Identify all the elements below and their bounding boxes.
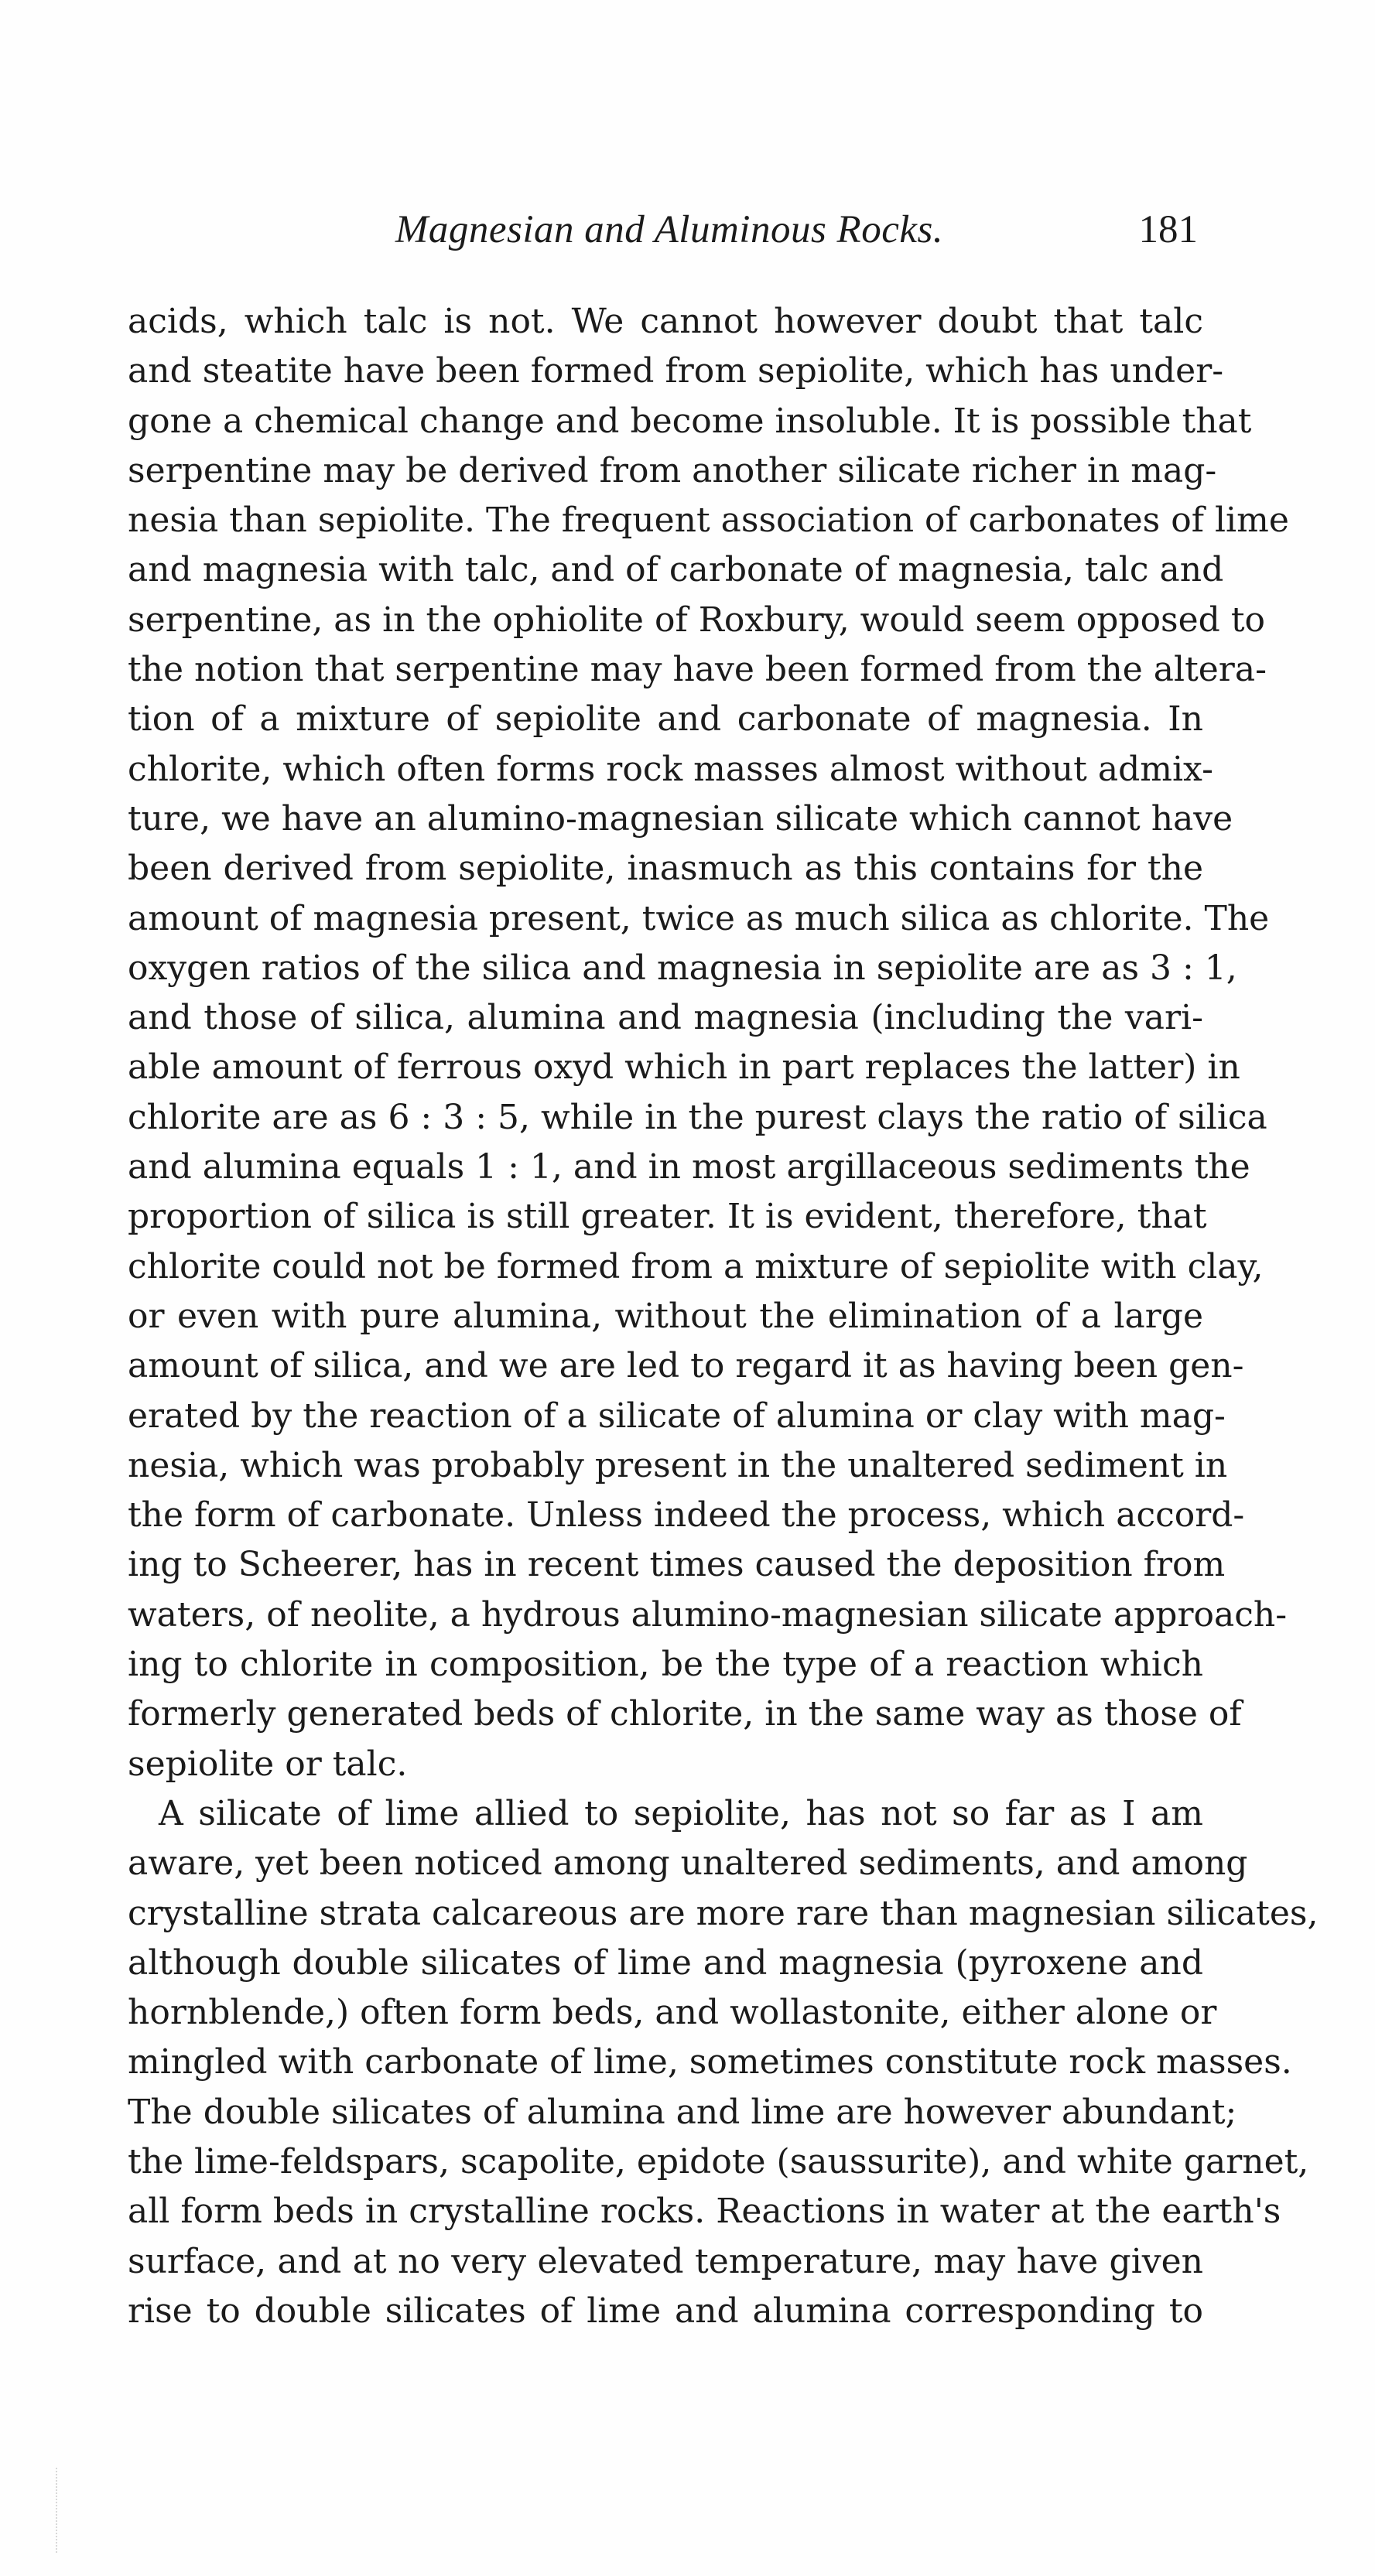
- text-line: the notion that serpentine may have been formed from the altera-: [128, 650, 1267, 690]
- text-line: chlorite, which often forms rock masses almost without admix-: [128, 749, 1213, 789]
- text-line: or even with pure alumina, without the elimination of a large: [128, 1296, 1203, 1336]
- text-line: been derived from sepiolite, inasmuch as this contains for the: [128, 849, 1203, 889]
- text-line: and magnesia with talc, and of carbonate of magnesia, talc and: [128, 550, 1224, 590]
- text-line: The double silicates of alumina and lime are however abundant;: [128, 2092, 1237, 2132]
- text-line: crystalline strata calcareous are more rare than magnesian silicates,: [128, 1893, 1319, 1933]
- text-line: nesia than sepiolite. The frequent association of carbonates of lime: [128, 501, 1289, 541]
- paragraph-2: [128, 1789, 1319, 2336]
- text-line: the lime-feldspars, scapolite, epidote (saussurite), and white garnet,: [128, 2141, 1309, 2181]
- margin-scan-mark: [56, 2468, 62, 2553]
- text-line: amount of silica, and we are led to regard it as having been gen-: [128, 1346, 1244, 1386]
- text-line: the form of carbonate. Unless indeed the process, which accord-: [128, 1495, 1245, 1536]
- text-line: formerly generated beds of chlorite, in the same way as those of: [128, 1694, 1242, 1734]
- text-line: serpentine may be derived from another silicate richer in mag-: [128, 450, 1217, 490]
- text-line: mingled with carbonate of lime, sometimes constitute rock masses.: [128, 2042, 1292, 2082]
- text-line: able amount of ferrous oxyd which in part replaces the latter) in: [128, 1047, 1240, 1088]
- text-line: although double silicates of lime and magnesia (pyroxene and: [128, 1942, 1203, 1983]
- body-text: [128, 297, 1319, 2336]
- text-line: ing to chlorite in composition, be the type of a reaction which: [128, 1645, 1203, 1685]
- text-line: amount of magnesia present, twice as much silica as chlorite. The: [128, 898, 1270, 938]
- text-line: gone a chemical change and become insoluble. It is possible that: [128, 401, 1252, 441]
- running-title: Magnesian and Aluminous Rocks.: [395, 208, 944, 251]
- text-line: aware, yet been noticed among unaltered sediments, and among: [128, 1843, 1248, 1884]
- text-line: waters, of neolite, a hydrous alumino-magnesian silicate approach-: [128, 1594, 1288, 1635]
- text-line: and those of silica, alumina and magnesia (including the vari-: [128, 998, 1203, 1038]
- page-number: 181: [1138, 208, 1198, 251]
- text-line: hornblende,) often form beds, and wollastonite, either alone or: [128, 1993, 1217, 2033]
- text-line: ing to Scheerer, has in recent times caused the deposition from: [128, 1545, 1226, 1585]
- text-line: proportion of silica is still greater. It is evident, therefore, that: [128, 1197, 1207, 1237]
- text-line: and steatite have been formed from sepiolite, which has under-: [128, 351, 1224, 391]
- paragraph-1: [128, 297, 1289, 1789]
- text-line: all form beds in crystalline rocks. Reactions in water at the earth's: [128, 2192, 1281, 2232]
- text-line: and alumina equals 1 : 1, and in most argillaceous sediments the: [128, 1147, 1250, 1187]
- text-line: acids, which talc is not. We cannot however doubt that talc: [128, 302, 1203, 341]
- text-line: ture, we have an alumino-magnesian silicate which cannot have: [128, 798, 1233, 839]
- text-line: chlorite are as 6 : 3 : 5, while in the purest clays the ratio of silica: [128, 1097, 1267, 1137]
- text-line: rise to double silicates of lime and alumina corresponding to: [128, 2291, 1203, 2331]
- running-head: [128, 203, 1207, 257]
- text-line: A silicate of lime allied to sepiolite, has not so far as I am: [159, 1793, 1203, 1833]
- text-line: tion of a mixture of sepiolite and carbonate of magnesia. In: [128, 699, 1203, 740]
- text-line: chlorite could not be formed from a mixture of sepiolite with clay,: [128, 1246, 1264, 1286]
- text-line: surface, and at no very elevated temperature, may have given: [128, 2241, 1203, 2281]
- text-line: erated by the reaction of a silicate of alumina or clay with mag-: [128, 1396, 1226, 1436]
- text-line: serpentine, as in the ophiolite of Roxbury, would seem opposed to: [128, 600, 1266, 640]
- text-line: oxygen ratios of the silica and magnesia in sepiolite are as 3 : 1,: [128, 948, 1237, 988]
- text-line: nesia, which was probably present in the unaltered sediment in: [128, 1445, 1228, 1485]
- text-line: sepiolite or talc.: [128, 1744, 408, 1784]
